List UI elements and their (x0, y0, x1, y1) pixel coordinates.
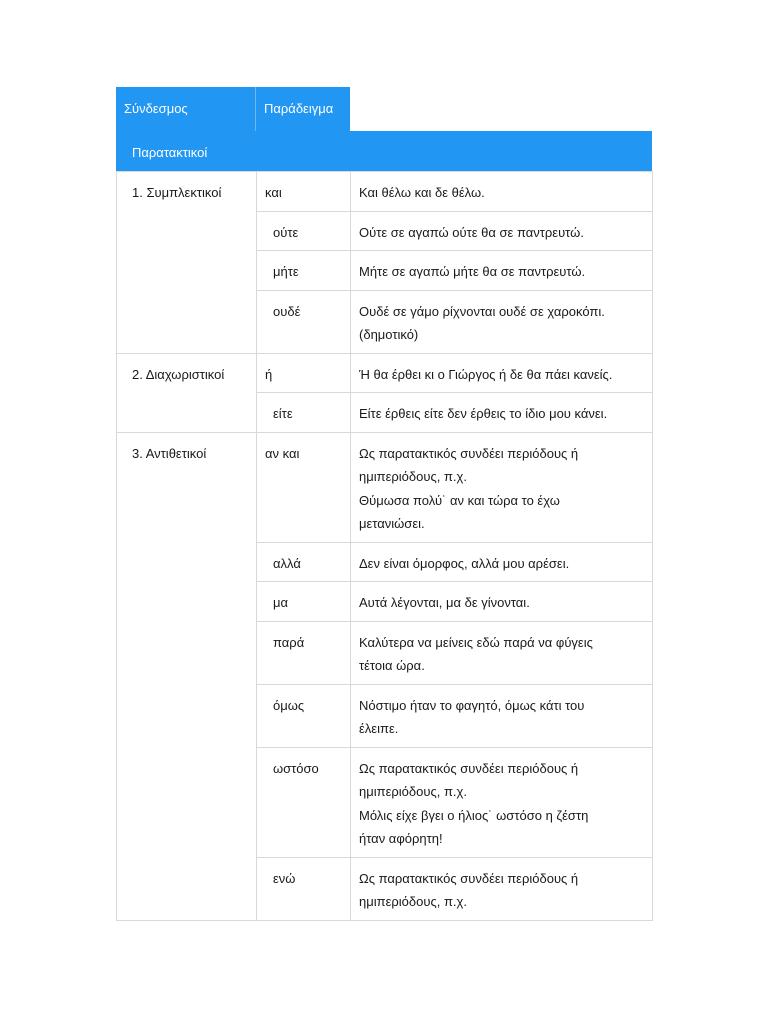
conjunction-word: είτε (257, 393, 351, 433)
conjunction-word: και (257, 172, 351, 212)
group-label: 3. Αντιθετικοί (117, 432, 257, 920)
example-cell (351, 621, 653, 684)
example-line: Ως παρατακτικός συνδέει περιόδους ή (359, 760, 579, 776)
example-line: ημιπεριόδους, π.χ. (359, 469, 467, 484)
example-line: ήταν αφόρητη! (359, 831, 443, 846)
example-cell (351, 432, 653, 542)
example-cell (351, 172, 653, 212)
conjunction-word: ουδέ (257, 290, 351, 353)
example-line: Και θέλω και δε θέλω. (359, 185, 485, 200)
example-line: ημιπεριόδους, π.χ. (359, 894, 467, 909)
example-line: μετανιώσει. (359, 516, 425, 531)
table-row (117, 353, 653, 393)
example-cell (351, 582, 653, 622)
conjunction-word: ωστόσο (257, 747, 351, 857)
example-line: έλειπε. (359, 721, 399, 736)
example-line: Είτε έρθεις είτε δεν έρθεις το ίδιο μου κάνει. (359, 406, 608, 421)
header-conjunction: Σύνδεσμος (116, 87, 256, 131)
example-line: Ως παρατακτικός συνδέει περιόδους ή (359, 870, 579, 886)
example-cell (351, 251, 653, 291)
conjunction-word: ενώ (257, 857, 351, 920)
example-line: Νόστιμο ήταν το φαγητό, όμως κάτι του (359, 697, 585, 713)
example-line: Ούτε σε αγαπώ ούτε θα σε παντρευτώ. (359, 224, 584, 240)
table-row (117, 432, 653, 542)
conjunction-word: αλλά (257, 542, 351, 582)
conjunction-word: ή (257, 353, 351, 393)
conjunction-word: μήτε (257, 251, 351, 291)
example-cell (351, 290, 653, 353)
group-label: 1. Συμπλεκτικοί (117, 172, 257, 354)
example-line: Μόλις είχε βγει ο ήλιος˙ ωστόσο η ζέστη (359, 807, 589, 823)
example-cell (351, 542, 653, 582)
table-header (116, 87, 350, 131)
conjunction-table (116, 171, 653, 921)
example-line: Ουδέ σε γάμο ρίχνονται ουδέ σε χαροκόπι. (359, 303, 605, 319)
example-cell (351, 211, 653, 251)
example-cell (351, 353, 653, 393)
example-line: ημιπεριόδους, π.χ. (359, 784, 467, 799)
conjunction-word: μα (257, 582, 351, 622)
conjunction-word: όμως (257, 684, 351, 747)
section-title: Παρατακτικοί (116, 131, 652, 171)
example-line: Αυτά λέγονται, μα δε γίνονται. (359, 595, 530, 610)
example-line: Θύμωσα πολύ˙ αν και τώρα το έχω (359, 492, 560, 508)
conjunction-word: αν και (257, 432, 351, 542)
example-line: Ως παρατακτικός συνδέει περιόδους ή (359, 445, 579, 461)
example-line: Καλύτερα να μείνεις εδώ παρά να φύγεις (359, 634, 593, 650)
group-label: 2. Διαχωριστικοί (117, 353, 257, 432)
example-cell (351, 684, 653, 747)
example-line: Δεν είναι όμορφος, αλλά μου αρέσει. (359, 555, 570, 571)
example-cell (351, 393, 653, 433)
example-cell (351, 857, 653, 920)
conjunction-word: ούτε (257, 211, 351, 251)
example-line: Μήτε σε αγαπώ μήτε θα σε παντρευτώ. (359, 264, 586, 279)
header-example: Παράδειγμα (256, 87, 350, 131)
example-line: Ή θα έρθει κι ο Γιώργος ή δε θα πάει κανείς. (359, 366, 613, 382)
example-line: (δημοτικό) (359, 327, 419, 342)
table-row (117, 172, 653, 212)
conjunction-word: παρά (257, 621, 351, 684)
example-line: τέτοια ώρα. (359, 658, 425, 673)
example-cell (351, 747, 653, 857)
